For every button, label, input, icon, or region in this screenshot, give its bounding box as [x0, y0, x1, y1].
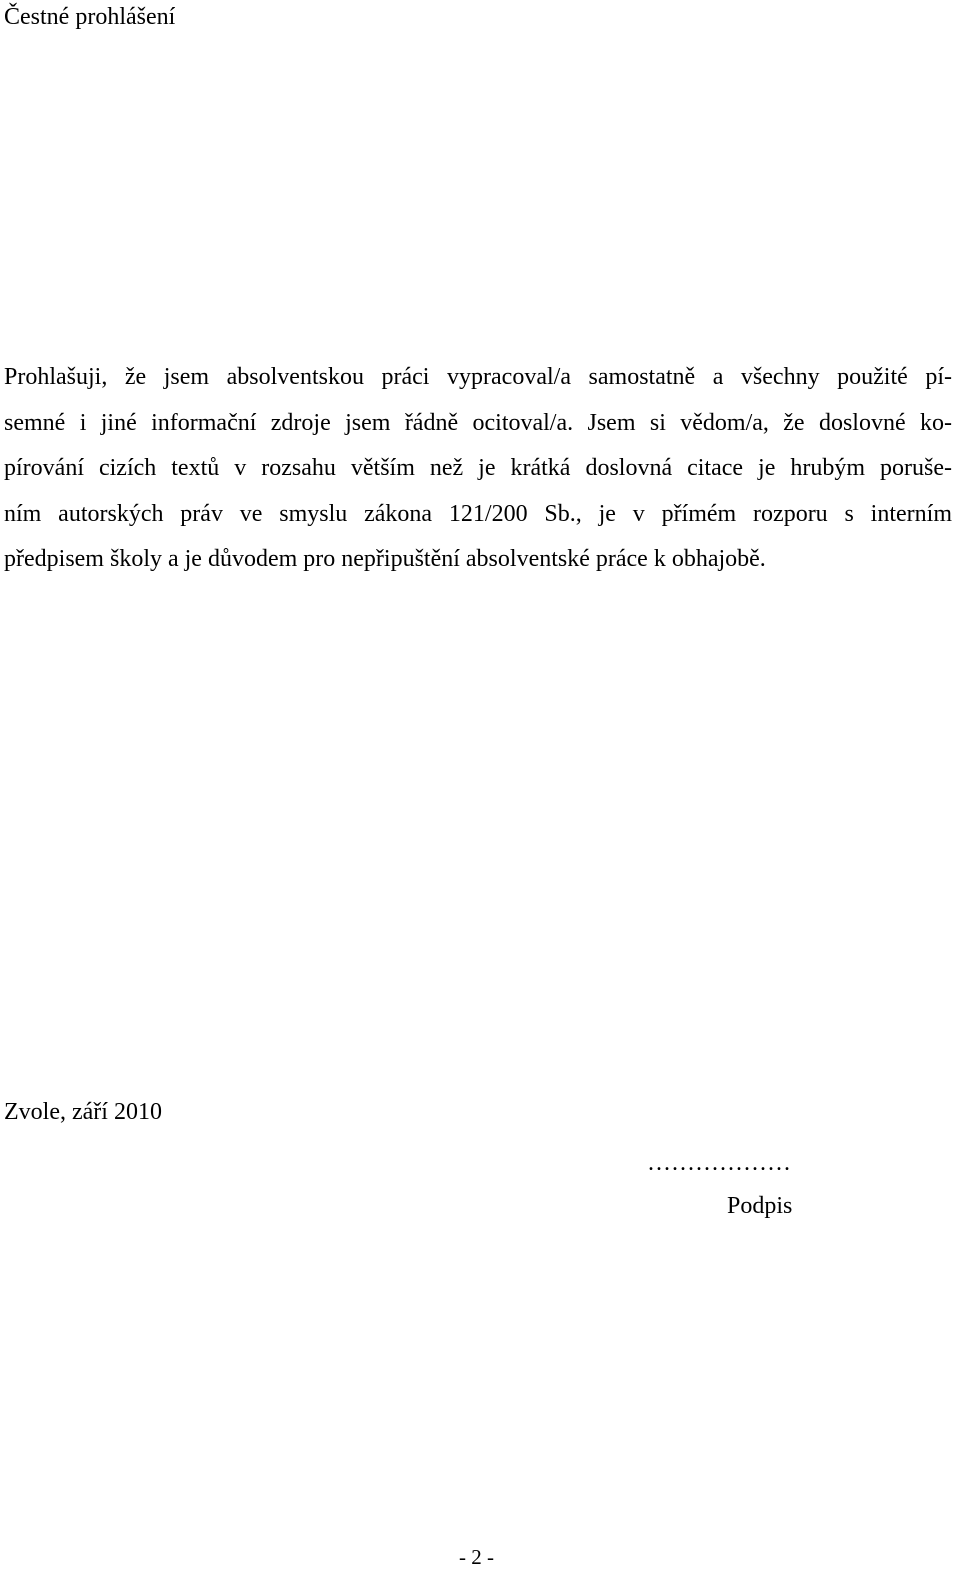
- declaration-line: ním autorských práv ve smyslu zákona 121/200 Sb., je v přímém rozporu s interním: [4, 500, 952, 527]
- declaration-line: pírování cizích textů v rozsahu větším než je krátká doslovná citace je hrubým poruše-: [4, 455, 952, 481]
- page-number: - 2 -: [459, 1545, 494, 1569]
- declaration-line: semné i jiné informační zdroje jsem řádně ocitoval/a. Jsem si vědom/a, že doslovné ko-: [4, 409, 952, 436]
- place-date: Zvole, září 2010: [4, 1099, 162, 1125]
- signature-line: ..................: [648, 1150, 792, 1176]
- declaration-line: Prohlašuji, že jsem absolventskou práci vypracoval/a samostatně a všechny použité pí-: [4, 364, 952, 390]
- signature-label: Podpis: [727, 1193, 793, 1219]
- page-title: Čestné prohlášení: [4, 4, 176, 30]
- declaration-paragraph: [4, 355, 952, 583]
- declaration-line: předpisem školy a je důvodem pro nepřipuštění absolventské práce k obhajobě.: [4, 546, 766, 572]
